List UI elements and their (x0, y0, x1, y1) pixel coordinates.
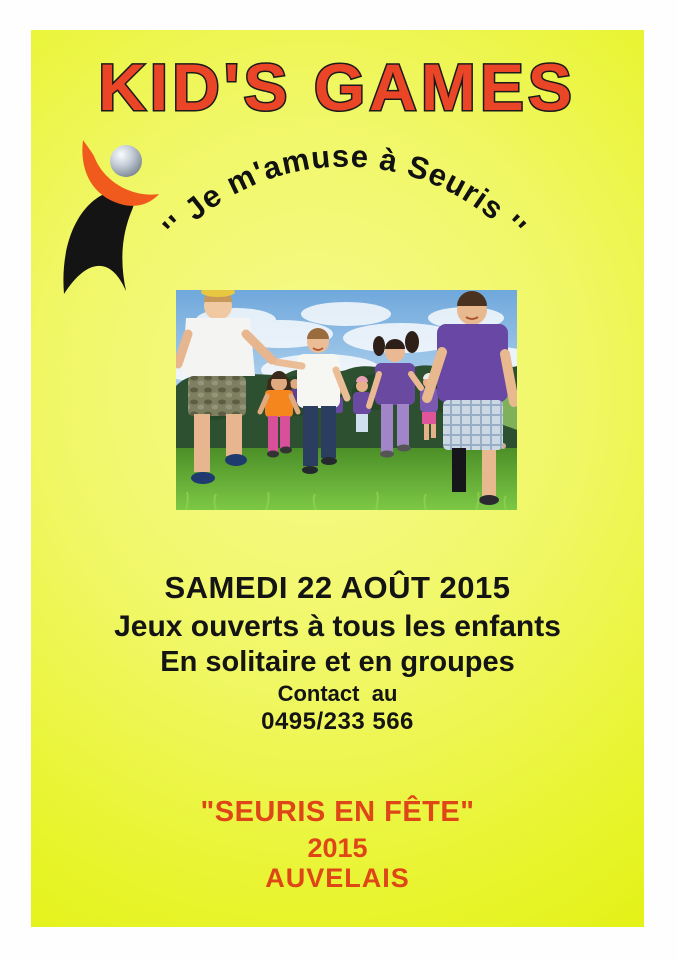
svg-text:'' Je m'amuse à Seuris '' (156, 139, 533, 245)
poster-yellow-panel (31, 30, 644, 927)
event-line-mode: En solitaire et en groupes (160, 646, 515, 678)
event-date: SAMEDI 22 AOÛT 2015 (164, 570, 511, 605)
contact-label: Contact au (277, 681, 398, 706)
festival-name: "SEURIS EN FÊTE" (200, 796, 475, 828)
event-line-open: Jeux ouverts à tous les enfants (114, 610, 561, 643)
logo-body-crescent (63, 190, 134, 294)
contact-phone: 0495/233 566 (261, 708, 414, 735)
page-title: KID'S GAMES (98, 50, 576, 124)
children-photo (176, 290, 517, 510)
festival-year: 2015 (307, 833, 368, 863)
poster-title-art (31, 40, 644, 132)
slogan-text: '' Je m'amuse à Seuris '' (155, 138, 534, 245)
festival-city: AUVELAIS (265, 863, 410, 893)
